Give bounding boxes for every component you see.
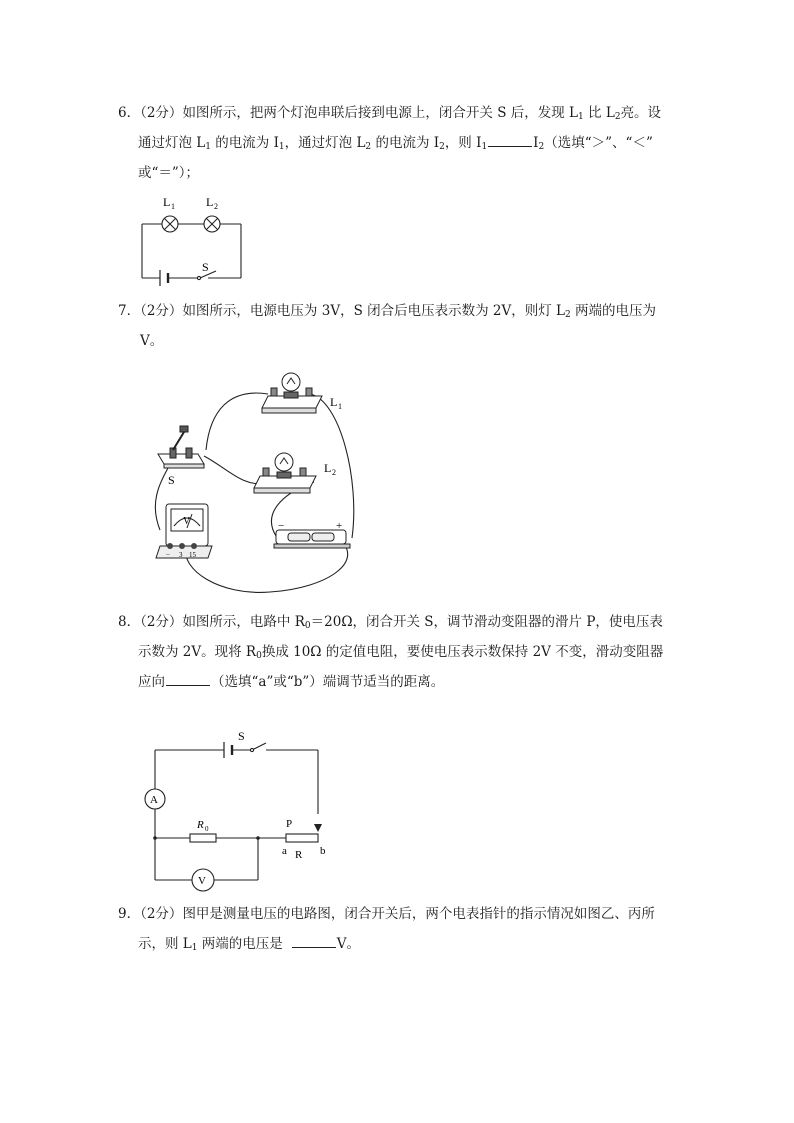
terminal-label: 3 (179, 551, 183, 559)
subscript: 1 (278, 142, 285, 152)
lamp-l1-label: L (330, 395, 338, 409)
q8-text: 换成 10Ω 的定值电阻，要使电压表示数保持 2V 不变，滑动变阻器 (261, 644, 664, 660)
q6-text: 通过灯泡 L (138, 135, 206, 151)
question-number: 6． (118, 105, 141, 121)
subscript: 1 (191, 943, 198, 953)
q6-text: 的电流为 I (371, 135, 440, 151)
q6-text: 或“＝”）； (138, 165, 200, 181)
lamp-l2-board (254, 453, 316, 493)
q7-text: 如图所示，电源电压为 3V，S 闭合后电压表示数为 2V，则灯 L (182, 303, 565, 319)
answer-blank[interactable] (166, 671, 210, 686)
switch-label: S (168, 473, 175, 487)
q8-text: 应向 (138, 674, 165, 690)
answer-blank[interactable] (292, 933, 336, 948)
question-score: （2分） (140, 105, 183, 121)
lamp-l1-label: L (163, 195, 171, 209)
question-7 (118, 296, 678, 356)
q6-text: 亮。设 (620, 105, 662, 121)
q9-text: 示，则 L (138, 936, 192, 952)
terminal-label: 15 (189, 551, 196, 559)
switch-symbol (250, 743, 266, 752)
q6-text: 的电流为 I (211, 135, 279, 151)
subscript: 1 (578, 112, 584, 122)
subscript: 0 (256, 651, 262, 661)
q6-text: 比 L (583, 105, 615, 121)
voltmeter-label: V (183, 516, 191, 527)
q8-text: （选填“a”或“b”）端调节适当的距离。 (211, 674, 445, 690)
circuit-wires (155, 750, 318, 880)
subscript: 1 (171, 202, 175, 211)
q9-line-1 (118, 899, 678, 929)
subscript: 1 (338, 402, 342, 411)
question-9 (118, 899, 678, 959)
q8-line-1 (118, 607, 678, 637)
q9-line-2 (118, 929, 678, 959)
minus-terminal-label: − (278, 520, 285, 532)
voltmeter-label: V (198, 875, 206, 887)
battery-holder (274, 530, 350, 548)
question-6 (118, 98, 678, 188)
lamp-l1-board (262, 373, 322, 413)
q8-text: ＝20Ω，闭合开关 S，调节滑动变阻器的滑片 P，使电压表 (310, 614, 663, 630)
question-number: 9． (118, 906, 141, 922)
subscript: 2 (214, 202, 218, 211)
subscript: 2 (538, 142, 545, 152)
q7-line-2 (118, 326, 678, 356)
end-a-label: a (282, 845, 287, 857)
subscript: 1 (481, 142, 488, 152)
slider-label: P (286, 818, 293, 830)
q6-line-3 (118, 158, 678, 188)
voltmeter-device (156, 504, 212, 558)
resistor-r0-label: R (197, 819, 204, 831)
q8-line-3 (118, 667, 678, 697)
lamp-l1-symbol (162, 216, 178, 232)
q9-text: V。 (336, 936, 361, 952)
battery-symbol (160, 270, 168, 286)
question-score: （2分） (140, 906, 183, 922)
resistor-r0-symbol (190, 834, 216, 842)
q7-text: V。 (140, 333, 164, 349)
lamp-l2-symbol (204, 216, 220, 232)
subscript: 2 (614, 112, 621, 122)
lamp-l2-label: L (206, 195, 214, 209)
question-number: 8． (118, 614, 141, 630)
question-8 (118, 607, 678, 697)
subscript: 2 (365, 142, 372, 152)
subscript: 0 (205, 825, 209, 833)
q6-text: 如图所示，把两个灯泡串联后接到电源上，闭合开关 S 后，发现 L (182, 105, 579, 121)
lamp-l2-label: L (324, 461, 332, 475)
end-b-label: b (320, 845, 326, 857)
question-score: （2分） (140, 614, 183, 630)
q6-text: I (533, 135, 539, 151)
terminal-label: − (166, 551, 170, 559)
question-number: 7． (118, 303, 141, 319)
plus-terminal-label: + (336, 520, 343, 532)
q6-text: （选填“＞”、“＜” (544, 135, 653, 151)
ammeter-label: A (150, 794, 158, 806)
q6-series-circuit-figure (130, 192, 250, 286)
q9-text: 图甲是测量电压的电路图，闭合开关后，两个电表指针的指示情况如图乙、丙所 (182, 906, 655, 922)
q7-text: 两端的电压为 (570, 303, 657, 319)
subscript: 1 (205, 142, 211, 152)
answer-blank[interactable] (488, 132, 532, 147)
q6-line-2 (118, 128, 678, 158)
question-score: （2分） (140, 303, 183, 319)
knife-switch (158, 426, 204, 468)
switch-label: S (202, 260, 209, 274)
battery-symbol (224, 742, 232, 758)
rheostat-label: R (295, 849, 303, 861)
q8-text: 示数为 2V。现将 R (138, 644, 257, 660)
q6-text: ，通过灯泡 L (284, 135, 366, 151)
rheostat-symbol (153, 824, 322, 842)
q6-text: ，则 I (444, 135, 482, 151)
q7-line-1 (118, 296, 678, 326)
subscript: 2 (565, 310, 571, 320)
q8-circuit-figure (140, 726, 340, 896)
q8-text: 如图所示，电路中 R (182, 614, 305, 630)
q8-line-2 (118, 637, 678, 667)
subscript: 2 (332, 468, 336, 477)
subscript: 2 (439, 142, 445, 152)
q9-text: 两端的电压是 (197, 936, 283, 952)
subscript: 0 (304, 621, 311, 631)
switch-label: S (238, 729, 245, 743)
q7-physical-circuit-figure (140, 360, 370, 596)
q6-line-1 (118, 98, 678, 128)
